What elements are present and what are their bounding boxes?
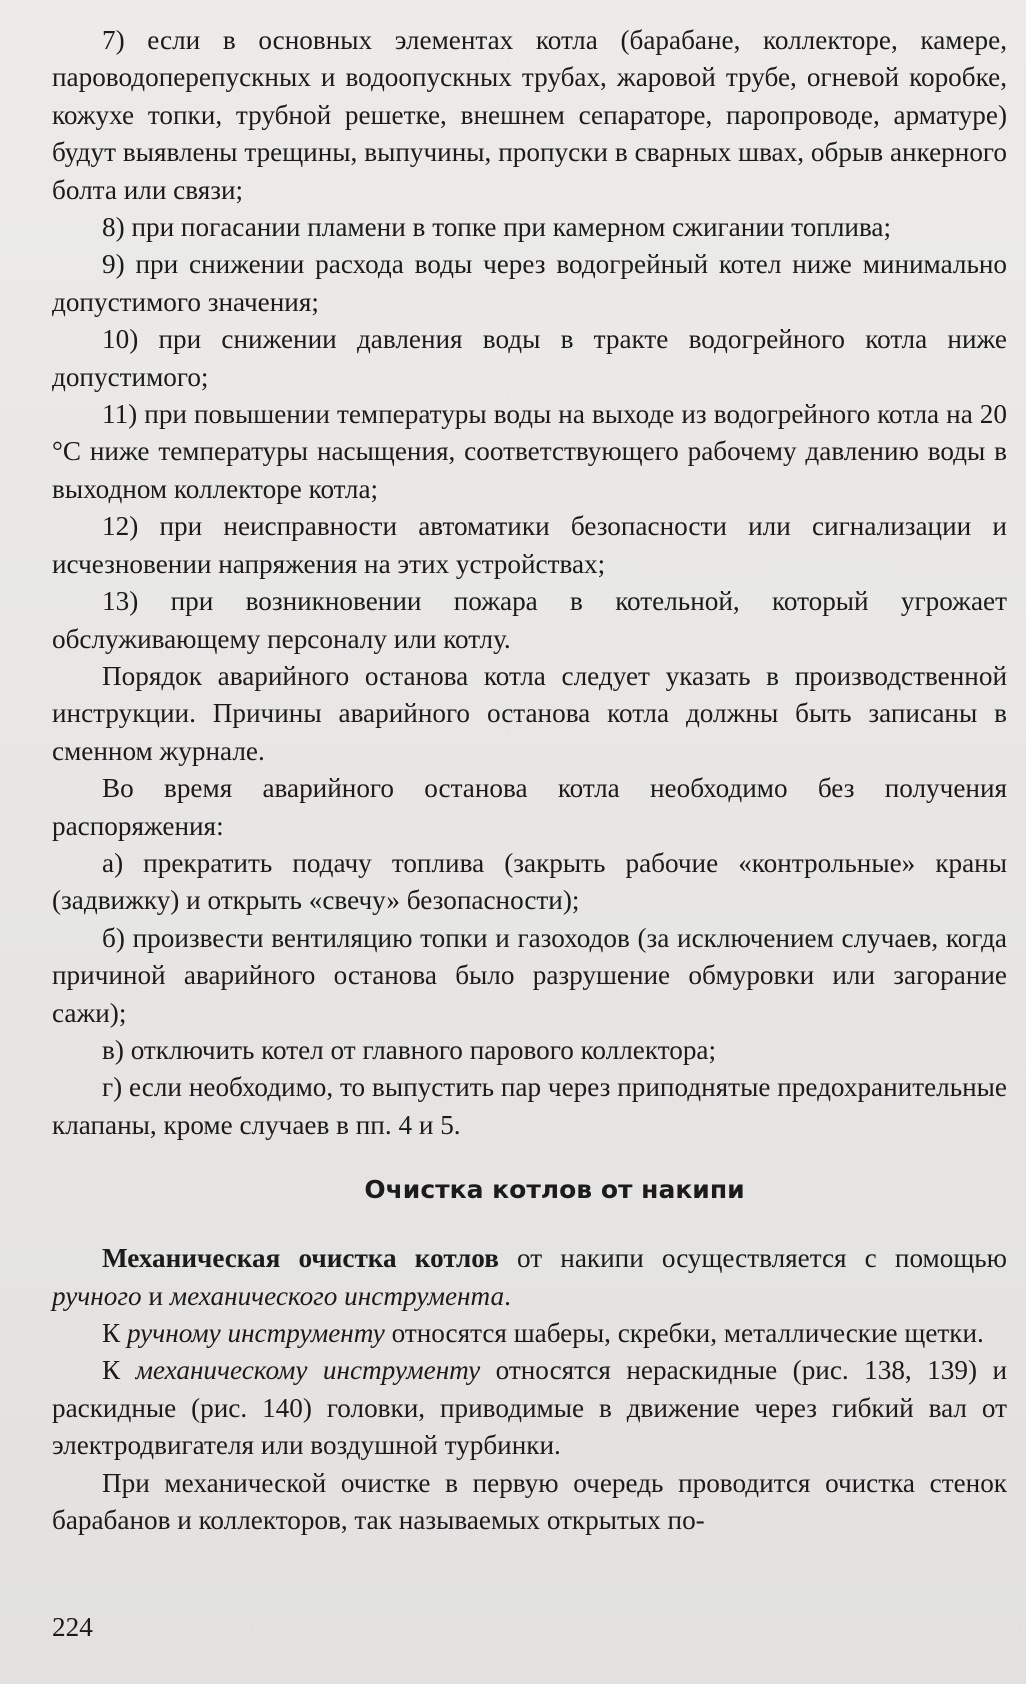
mechanical-cleaning-paragraph	[52, 1240, 1007, 1315]
manual-tools-term: ручному инструменту	[126, 1318, 385, 1348]
action-a: а) прекратить подачу топлива (закрыть рабочие «контрольные» краны (задвижку) и открыть «свечу» безопасности);	[52, 847, 1007, 916]
list-item-9: 9) при снижении расхода воды через водогрейный котел ниже минимально допустимого значения;	[52, 249, 1007, 317]
mechanical-cleaning-term: Механическая очистка котлов	[102, 1243, 499, 1274]
mechanical-cleaning-text: от накипи осуществляется с помощью	[498, 1243, 1007, 1274]
procedure-paragraph: Порядок аварийного останова котла следует указать в производственной инструкции. Причины аварийного останова котла должны быть записаны в сменном журнале.	[52, 660, 1007, 766]
mechanical-tools-text: относятся нераскидные (рис. 138, 139) и раскидные (рис. 140) головки, приводимые в движение через гибкий вал от электродвигателя или воздушной турбинки.	[52, 1355, 1007, 1461]
mechanical-tools-paragraph	[52, 1352, 1007, 1464]
manual-tool-term: ручного	[52, 1280, 142, 1311]
list-item-8: 8) при погасании пламени в топке при камерном сжигании топлива;	[102, 212, 892, 243]
list-item-13: 13) при возникновении пожара в котельной, который угрожает обслуживающему персоналу или котлу.	[52, 586, 1007, 654]
list-item-11: 11) при повышении температуры воды на выходе из водогрейного котла на 20 °С ниже температуры насыщения, соответствующего рабочему давлению воды в выходном коллекторе котла;	[52, 399, 1007, 504]
action-b: б) произвести вентиляцию топки и газоходов (за исключением случаев, когда причиной аварийного останова было разрушение обмуровки или загорание сажи);	[52, 922, 1007, 1028]
manual-tools-text: относятся шаберы, скребки, металлические щетки.	[384, 1318, 984, 1348]
mechanical-tools-term: механическому инструменту	[135, 1355, 481, 1386]
conjunction: и	[141, 1280, 170, 1311]
action-g: г) если необходимо, то выпустить пар через приподнятые предохранительные клапаны, кроме случаев в пп. 4 и 5.	[52, 1072, 1007, 1140]
list-item-10: 10) при снижении давления воды в тракте водогрейного котла ниже допустимого;	[52, 324, 1007, 392]
section-heading: Очистка котлов от накипи	[364, 1175, 745, 1205]
body-text	[52, 22, 1007, 1539]
mechanical-tools-lead: К	[102, 1355, 136, 1386]
mechanical-tool-term: механического инструмента	[169, 1280, 505, 1311]
page-number: 224	[52, 1612, 93, 1642]
period: .	[504, 1280, 511, 1311]
manual-tools-paragraph	[52, 1315, 1007, 1352]
list-item-12: 12) при неисправности автоматики безопасности или сигнализации и исчезновении напряжения на этих устройствах;	[52, 511, 1007, 579]
action-v: в) отключить котел от главного парового коллектора;	[102, 1034, 717, 1065]
during-stop-intro: Во время аварийного останова котла необходимо без получения распоряжения:	[52, 773, 1007, 841]
list-item-7: 7) если в основных элементах котла (барабане, коллекторе, камере, пароводоперепускных и водоопускных трубах, жаровой трубе, огневой коробке, кожухе топки, трубной решетке, внешнем сепараторе, паропроводе, арматуре) будут выявлены трещины, выпучины, пропуски в сварных швах, обрыв анкерного болта или связи;	[52, 25, 1007, 205]
last-paragraph: При механической очистке в первую очередь проводится очистка стенок барабанов и коллекторов, так называемых открытых по-	[52, 1467, 1007, 1536]
manual-tools-lead: К	[102, 1318, 127, 1348]
